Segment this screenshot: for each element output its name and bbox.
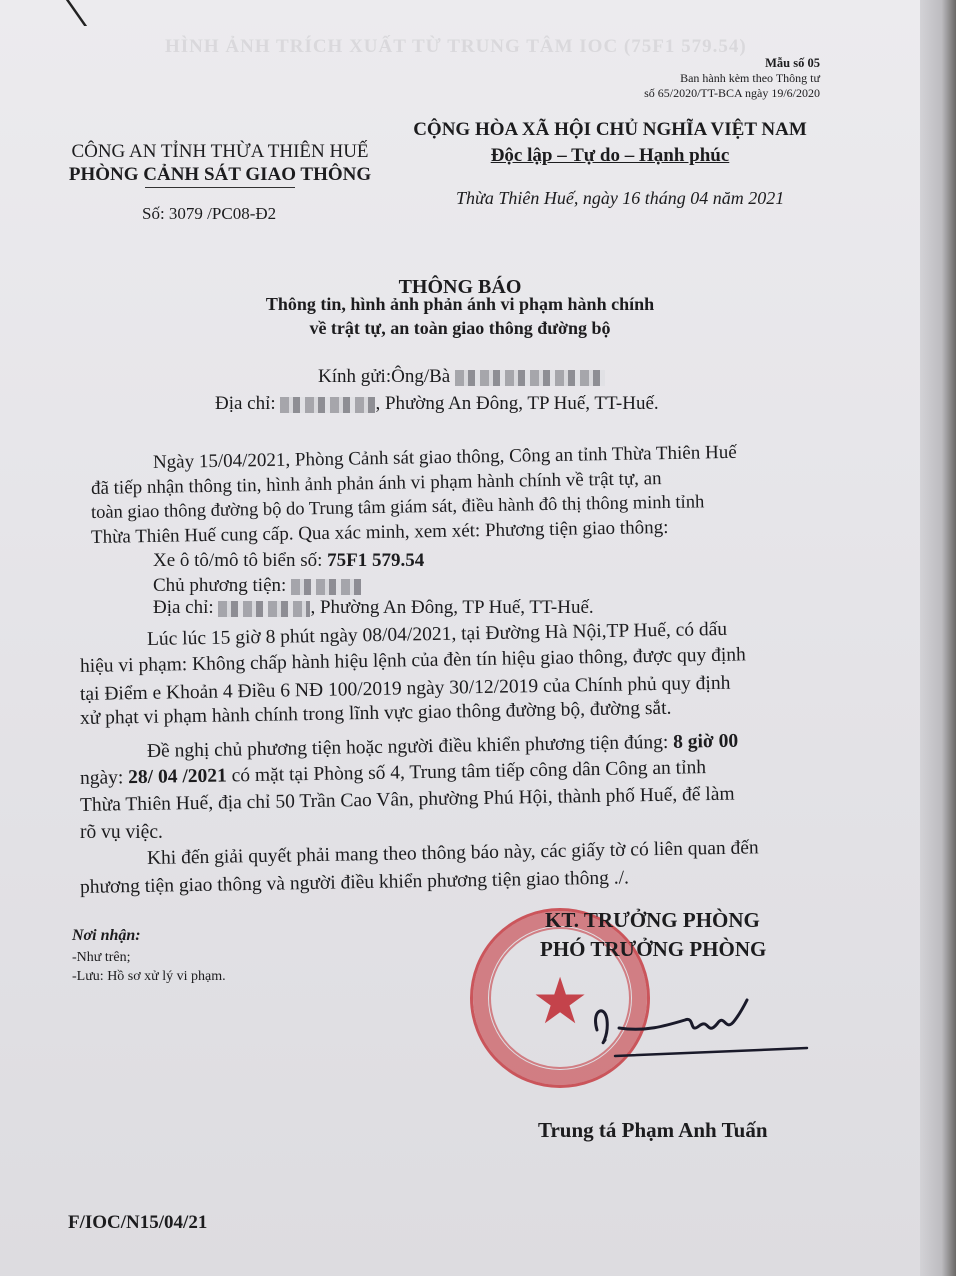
place-date: Thừa Thiên Huế, ngày 16 tháng 04 năm 2021 (456, 188, 785, 208)
recipients-title: Nơi nhận: (72, 927, 141, 944)
para4-line1: Khi đến giải quyết phải mang theo thông báo này, các giấy tờ có liên quan đến (146, 837, 759, 869)
para2-line4: xử phạt vi phạm hành chính trong lĩnh vực giao thông đường bộ, đường sắt. (79, 697, 672, 729)
recipient-line (318, 366, 605, 388)
para3-day-label: ngày: (79, 767, 129, 789)
para3-line3: Thừa Thiên Huế, địa chỉ 50 Trần Cao Vân, phường Phú Hội, thành phố Huế, để làm (79, 783, 735, 816)
plate-label: Xe ô tô/mô tô biển số: (153, 550, 328, 571)
redacted-owner (291, 579, 361, 595)
redacted-owner-address (218, 601, 310, 617)
plate-line (153, 550, 424, 572)
owner-line (153, 575, 361, 597)
para2-line1: Lúc lúc 15 giờ 8 phút ngày 08/04/2021, tại Đường Hà Nội,TP Huế, có dấu (146, 618, 728, 650)
recipient-address-rest: , Phường An Đông, TP Huế, TT-Huế. (375, 393, 659, 414)
plate-value: 75F1 579.54 (327, 550, 425, 571)
form-reference (644, 56, 820, 101)
paper-stack-edge (920, 0, 956, 1276)
appointment-date: 28/ 04 /2021 (128, 765, 227, 789)
signer-role-1: KT. TRƯỞNG PHÒNG (545, 908, 760, 932)
redacted-name (455, 370, 605, 386)
para1-line2: đã tiếp nhận thông tin, hình ảnh phản ánh vi phạm hành chính về trật tự, an (90, 468, 662, 499)
owner-address-rest: , Phường An Đông, TP Huế, TT-Huế. (310, 597, 594, 618)
recipient-address-label: Địa chỉ: (215, 393, 276, 414)
document-code: F/IOC/N15/04/21 (68, 1212, 208, 1233)
signer-name: Trung tá Phạm Anh Tuấn (538, 1118, 768, 1142)
agency-block (50, 140, 390, 188)
star-emblem-icon: ★ (531, 966, 589, 1037)
owner-address-line (153, 597, 594, 619)
agency-underline (145, 187, 295, 188)
para3-line4: rõ vụ việc. (80, 822, 163, 843)
appointment-time: 8 giờ 00 (672, 730, 739, 753)
para2-line2: hiệu vi phạm: Không chấp hành hiệu lệnh của đèn tín hiệu giao thông, được quy định (79, 644, 746, 677)
notice-subtitle-1: Thông tin, hình ảnh phản ánh vi phạm hành chính (265, 294, 655, 314)
para3-line2-text: có mặt tại Phòng số 4, Trung tâm tiếp công dân Công an tỉnh (226, 757, 707, 787)
form-title: Mẫu số 05 (765, 56, 820, 70)
national-motto (400, 117, 820, 169)
agency-parent: CÔNG AN TỈNH THỪA THIÊN HUẾ (71, 141, 369, 162)
recipients-item-2: -Lưu: Hồ sơ xử lý vi phạm. (72, 969, 226, 984)
recipients-item-1: -Như trên; (72, 950, 131, 965)
para1-line3: toàn giao thông đường bộ do Trung tâm giám sát, điều hành đô thị thông minh tỉnh (90, 492, 705, 523)
form-line-1: Ban hành kèm theo Thông tư (680, 71, 820, 85)
owner-label: Chủ phương tiện: (153, 575, 292, 596)
recipient-address (215, 393, 659, 415)
notice-title: THÔNG BÁO (398, 276, 522, 298)
para2-line3: tại Điểm e Khoản 4 Điều 6 NĐ 100/2019 ngày 30/12/2019 của Chính phủ quy định (79, 672, 731, 705)
form-line-2: số 65/2020/TT-BCA ngày 19/6/2020 (644, 86, 820, 100)
para3-line1-text: Đề nghị chủ phương tiện hoặc người điều khiển phương tiện đúng: (146, 731, 674, 762)
recipient-label: Kính gửi:Ông/Bà (318, 366, 451, 387)
doc-number: Số: 3079 /PC08-Đ2 (142, 204, 277, 223)
notice-subtitle-2: về trật tự, an toàn giao thông đường bộ (309, 318, 611, 338)
watermark-text: HÌNH ẢNH TRÍCH XUẤT TỪ TRUNG TÂM IOC (75F1 579.54) (165, 36, 747, 57)
owner-address-label: Địa chỉ: (153, 597, 214, 618)
slogan: Độc lập – Tự do – Hạnh phúc (490, 145, 730, 166)
redacted-address (280, 397, 375, 413)
handwritten-signature (585, 990, 815, 1070)
para1-line4: Thừa Thiên Huế cung cấp. Qua xác minh, xem xét: Phương tiện giao thông: (90, 516, 669, 548)
nation-name: CỘNG HÒA XÃ HỘI CHỦ NGHĨA VIỆT NAM (413, 119, 807, 140)
para1-line1: Ngày 15/04/2021, Phòng Cảnh sát giao thông, Công an tỉnh Thừa Thiên Huế (152, 441, 737, 473)
agency-name: PHÒNG CẢNH SÁT GIAO THÔNG (68, 164, 372, 185)
signer-role-2: PHÓ TRƯỞNG PHÒNG (540, 937, 767, 961)
para4-line2: phương tiện giao thông và người điều khiển phương tiện giao thông ./. (79, 867, 630, 898)
